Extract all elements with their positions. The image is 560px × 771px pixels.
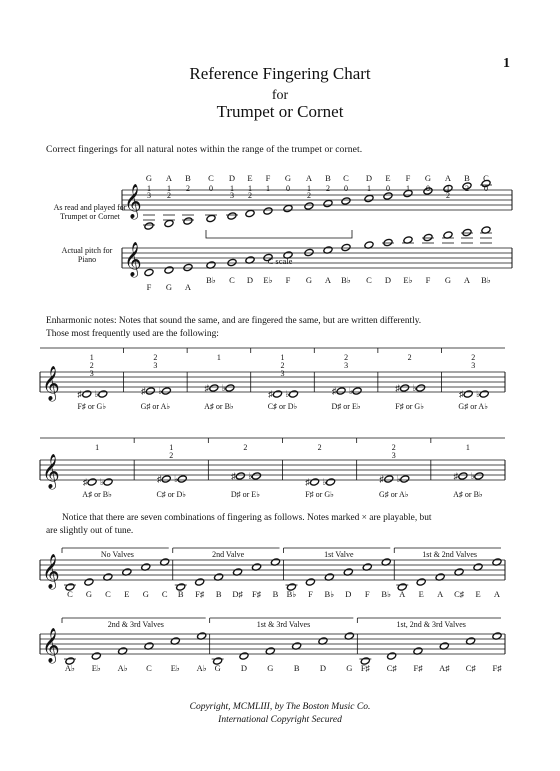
c-scale-label: C scale: [267, 256, 293, 266]
note-name-bottom: A: [184, 282, 192, 292]
enharmonic-fingering: 3: [344, 361, 349, 370]
fingering-digit: 2: [465, 184, 469, 193]
fingering-digit: 0: [286, 184, 290, 193]
trumpet-note: [144, 222, 154, 230]
combination-note-name: A♯: [439, 663, 450, 673]
enharmonic-note: [161, 387, 171, 395]
combination-note-name: G: [214, 663, 221, 673]
combination-note-name: C♯: [454, 589, 465, 599]
enharmonic-fingering: 3: [471, 361, 476, 370]
enharmonic-fingering: 2: [89, 361, 94, 370]
enharmonic-label: D♯ or E♭: [230, 490, 260, 499]
flat-icon: ♭: [174, 474, 179, 484]
note-name-bottom: G: [305, 275, 313, 285]
fingering-digit: 2: [307, 191, 311, 200]
fingering-digit: 2: [186, 184, 190, 193]
piano-note: [423, 233, 433, 241]
enharmonic-note: [87, 478, 97, 486]
enharmonic-fingering: 2: [344, 353, 349, 362]
fingering-digit: 0: [426, 184, 430, 193]
enharmonic-fingering: 2: [471, 353, 476, 362]
treble-clef-icon: 𝄞: [42, 555, 60, 588]
piano-note: [164, 266, 174, 274]
note-name-bottom: A: [463, 275, 471, 285]
enharmonic-note: [458, 472, 468, 480]
group-heading: 2nd & 3rd Valves: [107, 620, 164, 629]
combinations-text-2: are slightly out of tune.: [46, 526, 134, 536]
combination-note-name: F♯: [413, 663, 423, 673]
enharmonic-label: A♯ or B♭: [453, 490, 483, 499]
combination-note-name: E: [124, 589, 130, 599]
group-heading: 1st & 3rd Valves: [256, 620, 311, 629]
trumpet-note: [283, 204, 293, 212]
enharmonic-note: [326, 478, 336, 486]
piano-note: [144, 268, 154, 276]
trumpet-note: [183, 217, 193, 225]
trumpet-note: [403, 189, 413, 197]
combination-note-name: F: [308, 589, 313, 599]
enharmonic-note: [352, 387, 362, 395]
note-name-bottom: E♭: [403, 275, 413, 285]
note-name-bottom: D: [384, 275, 392, 285]
trumpet-note: [304, 202, 314, 210]
enharmonic-note: [474, 472, 484, 480]
note-name-top: B: [464, 173, 470, 183]
combination-note: [84, 578, 94, 586]
c-scale-bracket: [206, 230, 352, 238]
fingering-digit: 1: [147, 184, 151, 193]
treble-clef-icon: 𝄞: [124, 243, 142, 276]
combination-note: [387, 652, 397, 660]
combination-note-name: D♯: [232, 589, 243, 599]
trumpet-note: [206, 214, 216, 222]
fingering-digit: 3: [230, 191, 234, 200]
fingering-digit: 0: [386, 184, 390, 193]
fingering-digit: 1: [307, 184, 311, 193]
page-subtitle: Trumpet or Cornet: [216, 102, 344, 121]
combination-note-name: A: [399, 589, 406, 599]
combination-note-name: G: [346, 663, 353, 673]
flat-icon: ♭: [248, 471, 253, 481]
enharmonic-fingering: 2: [317, 443, 322, 452]
combination-note: [239, 652, 249, 660]
combination-note-name: A: [437, 589, 444, 599]
combination-note: [305, 578, 315, 586]
page-number: 1: [503, 56, 510, 71]
flat-icon: ♭: [348, 386, 354, 396]
title-for: for: [271, 88, 289, 103]
combination-note-name: C: [67, 589, 73, 599]
enharmonic-fingering: 1: [465, 443, 470, 452]
enharmonic-fingering: 2: [169, 451, 174, 460]
group-heading: 1st Valve: [324, 550, 354, 559]
sharp-icon: ♯: [379, 474, 384, 484]
note-name-top: G: [284, 173, 292, 183]
enharmonic-note: [384, 475, 394, 483]
note-name-top: C: [343, 173, 349, 183]
trumpet-note: [341, 197, 351, 205]
sharp-icon: ♯: [305, 477, 310, 487]
enharmonic-note: [103, 478, 113, 486]
combination-note-name: D: [319, 663, 327, 673]
enharmonic-fingering: 3: [391, 451, 396, 460]
fingering-digit: 1: [367, 184, 371, 193]
combination-note-name: B: [272, 589, 279, 599]
combination-note-name: E: [418, 589, 424, 599]
enharmonic-note: [479, 390, 489, 398]
note-name-top: A: [305, 173, 313, 183]
enharmonic-fingering: 3: [153, 361, 158, 370]
flat-icon: ♭: [412, 383, 417, 393]
combination-note-name: C: [146, 663, 152, 673]
enharmonic-note: [177, 475, 187, 483]
combination-note-name: B: [215, 589, 222, 599]
combination-note-name: C: [105, 589, 111, 599]
enharmonic-note: [209, 384, 219, 392]
enharmonic-note: [288, 390, 298, 398]
copyright-secured: International Copyright Secured: [218, 715, 342, 725]
group-heading: 1st & 2nd Valves: [422, 550, 477, 559]
combination-note-name: A♭: [117, 663, 128, 673]
enharmonic-fingering: 1: [169, 443, 174, 452]
flat-icon: ♭: [99, 477, 105, 487]
enharmonic-note: [272, 390, 282, 398]
fingering-digit: 1: [266, 184, 270, 193]
sharp-icon: ♯: [268, 389, 273, 399]
enharmonic-note: [310, 478, 320, 486]
note-name-bottom: F: [425, 275, 431, 285]
enharmonic-note: [145, 387, 155, 395]
enharmonic-label: A♯ or B♭: [204, 402, 234, 411]
enharmonic-fingering: 2: [243, 443, 248, 452]
group-heading: No Valves: [100, 550, 134, 559]
combination-note-name: D: [345, 589, 352, 599]
combination-note-name: F♯: [195, 589, 205, 599]
note-name-bottom: E♭: [263, 275, 273, 285]
enharmonic-label: G♯ or A♭: [458, 402, 488, 411]
trumpet-note: [263, 207, 273, 215]
enharmonic-note: [161, 475, 171, 483]
fingering-digit: 2: [167, 191, 171, 200]
fingering-digit: 1: [248, 184, 252, 193]
combination-note-name: G: [267, 663, 274, 673]
note-name-bottom: F: [285, 275, 291, 285]
enharmonic-label: A♯ or B♭: [82, 490, 112, 499]
page-title: Reference Fingering Chart: [189, 64, 371, 83]
piano-note: [304, 248, 314, 256]
note-name-top: D: [365, 173, 373, 183]
trumpet-note: [164, 219, 174, 227]
trumpet-note: [323, 199, 333, 207]
note-name-top: F: [405, 173, 411, 183]
combination-note-name: E♭: [91, 663, 101, 673]
piano-note: [227, 258, 237, 266]
flat-icon: ♭: [322, 477, 327, 487]
enharmonic-label: F♯ or G♭: [305, 490, 334, 499]
combination-note-name: B♭: [381, 589, 392, 599]
sharp-icon: ♯: [141, 386, 146, 396]
fingering-digit: 1: [230, 184, 234, 193]
combination-note-name: B♭: [286, 589, 297, 599]
combination-note-name: A: [493, 589, 501, 599]
fingering-digit: 1: [406, 184, 410, 193]
row-label-trumpet: As read and played for Trumpet or Cornet: [53, 203, 127, 221]
flat-icon: ♭: [221, 383, 227, 393]
combination-note-name: E♭: [170, 663, 180, 673]
flat-icon: ♭: [158, 386, 163, 396]
treble-clef-icon: 𝄞: [42, 455, 60, 488]
enharmonic-text: Enharmonic notes: Notes that sound the same, and are fingered the same, but are written differently.: [46, 316, 422, 326]
combination-note-name: F: [364, 589, 370, 599]
flat-icon: ♭: [476, 389, 481, 399]
flat-icon: ♭: [94, 389, 99, 399]
note-name-bottom: A: [324, 275, 332, 285]
combination-note-name: B: [177, 589, 184, 599]
enharmonic-text-2: Those most frequently used are the following:: [46, 329, 219, 339]
flat-icon: ♭: [396, 474, 401, 484]
note-name-top: F: [265, 173, 271, 183]
enharmonic-note: [416, 384, 426, 392]
treble-clef-icon: 𝄞: [42, 629, 60, 662]
sharp-icon: ♯: [453, 471, 459, 481]
note-name-bottom: B♭: [341, 275, 351, 285]
enharmonic-note: [82, 390, 92, 398]
note-name-bottom: C: [366, 275, 372, 285]
combination-note-name: F♯: [492, 663, 502, 673]
combination-note-name: A♭: [196, 663, 207, 673]
note-name-bottom: F: [146, 282, 152, 292]
fingering-digit: 2: [446, 191, 450, 200]
piano-note: [462, 228, 472, 236]
fingering-digit: 0: [344, 184, 348, 193]
group-heading: 1st, 2nd & 3rd Valves: [396, 620, 466, 629]
enharmonic-fingering: 3: [280, 369, 285, 378]
note-name-bottom: G: [165, 282, 173, 292]
enharmonic-label: D♯ or E♭: [331, 402, 361, 411]
piano-note: [183, 263, 193, 271]
note-name-bottom: B♭: [481, 275, 491, 285]
treble-clef-icon: 𝄞: [124, 185, 142, 218]
enharmonic-fingering: 1: [95, 443, 100, 452]
enharmonic-note: [463, 390, 473, 398]
note-name-top: E: [247, 173, 253, 183]
fingering-digit: 1: [167, 184, 171, 193]
row-label-piano: Actual pitch for Piano: [61, 246, 113, 264]
sharp-icon: ♯: [458, 389, 464, 399]
enharmonic-label: C♯ or D♭: [267, 402, 298, 411]
note-name-top: B: [325, 173, 331, 183]
combination-note-name: C: [161, 589, 168, 599]
enharmonic-note: [225, 384, 235, 392]
fingering-digit: 3: [147, 191, 151, 200]
combination-note-name: F♯: [252, 589, 262, 599]
fingering-digit: 0: [484, 184, 488, 193]
note-name-top: A: [165, 173, 173, 183]
sharp-icon: ♯: [231, 471, 236, 481]
combination-note-name: C♯: [386, 663, 397, 673]
sharp-icon: ♯: [331, 386, 337, 396]
enharmonic-note: [400, 384, 410, 392]
enharmonic-label: G♯ or A♭: [378, 490, 409, 499]
piano-note: [341, 243, 351, 251]
enharmonic-fingering: 2: [391, 443, 396, 452]
enharmonic-label: F♯ or G♭: [77, 402, 107, 411]
combination-note-name: G: [85, 589, 93, 599]
note-name-top: C: [208, 173, 214, 183]
enharmonic-label: F♯ or G♭: [395, 402, 424, 411]
sharp-icon: ♯: [157, 474, 162, 484]
note-name-top: A: [444, 173, 452, 183]
note-name-top: B: [185, 173, 191, 183]
flat-icon: ♭: [285, 389, 290, 399]
note-name-top: G: [145, 173, 153, 183]
sharp-icon: ♯: [204, 383, 210, 393]
trumpet-note: [245, 209, 255, 217]
combination-note-name: B♭: [324, 589, 335, 599]
enharmonic-note: [336, 387, 346, 395]
combination-note-name: A♭: [64, 663, 76, 673]
group-heading: 2nd Valve: [212, 550, 245, 559]
combination-note-name: D: [240, 663, 248, 673]
note-name-bottom: C: [229, 275, 235, 285]
sharp-icon: ♯: [77, 389, 83, 399]
trumpet-note: [364, 194, 374, 202]
enharmonic-fingering: 2: [280, 361, 285, 370]
enharmonic-fingering: 1: [216, 353, 221, 362]
note-name-bottom: B♭: [206, 275, 216, 285]
enharmonic-fingering: 1: [89, 353, 94, 362]
enharmonic-note: [251, 472, 261, 480]
combination-note: [195, 578, 205, 586]
combination-note-name: C♯: [465, 663, 476, 673]
enharmonic-note: [98, 390, 108, 398]
copyright-line: Copyright, MCMLIII, by The Boston Music Co.: [189, 702, 371, 712]
combination-note: [416, 578, 426, 586]
enharmonic-fingering: 2: [407, 353, 412, 362]
enharmonic-fingering: 2: [153, 353, 158, 362]
combination-note: [91, 652, 101, 660]
combinations-text: Notice that there are seven combinations of fingering as follows. Notes marked × are playable, but: [62, 513, 432, 523]
fingering-digit: 2: [326, 184, 330, 193]
combination-note-name: F♯: [360, 663, 370, 673]
piano-note: [383, 238, 393, 246]
treble-clef-icon: 𝄞: [42, 367, 60, 400]
combination-note-name: E: [475, 589, 481, 599]
intro-text: Correct fingerings for all natural notes within the range of the trumpet or cornet.: [46, 144, 363, 155]
enharmonic-label: G♯ or A♭: [140, 402, 171, 411]
note-name-top: C: [483, 173, 489, 183]
enharmonic-fingering: 3: [89, 369, 94, 378]
note-name-bottom: D: [246, 275, 254, 285]
trumpet-note: [227, 212, 237, 220]
enharmonic-note: [400, 475, 410, 483]
sharp-icon: ♯: [395, 383, 400, 393]
enharmonic-note: [235, 472, 245, 480]
note-name-bottom: G: [444, 275, 452, 285]
fingering-digit: 1: [446, 184, 450, 193]
sharp-icon: ♯: [82, 477, 88, 487]
note-name-top: D: [228, 173, 236, 183]
note-name-top: E: [385, 173, 391, 183]
combination-note-name: G: [142, 589, 149, 599]
fingering-digit: 2: [248, 191, 252, 200]
fingering-digit: 0: [209, 184, 213, 193]
note-name-top: G: [424, 173, 432, 183]
combination-note-name: B: [293, 663, 300, 673]
flat-icon: ♭: [470, 471, 476, 481]
enharmonic-fingering: 1: [280, 353, 285, 362]
enharmonic-label: C♯ or D♭: [156, 490, 187, 499]
trumpet-note: [383, 192, 393, 200]
